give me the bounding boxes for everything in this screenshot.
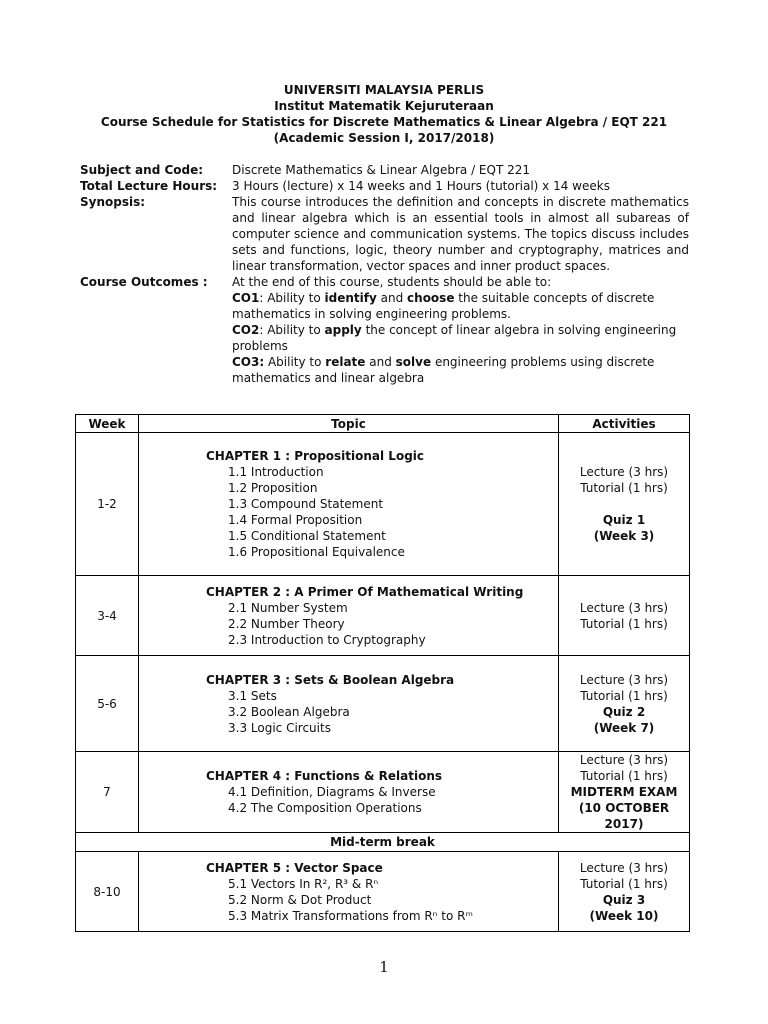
- outcomes-list: [232, 274, 689, 386]
- assessment-week: (Week 10): [589, 908, 659, 923]
- assessment-label: Quiz 2: [602, 704, 646, 719]
- hours-value: 3 Hours (lecture) x 14 weeks and 1 Hours (tutorial) x 14 weeks: [232, 179, 610, 193]
- co2-key: CO2: [232, 323, 260, 337]
- course-outcome-2: [232, 322, 689, 354]
- assessment-label: Quiz 1: [602, 513, 646, 527]
- synopsis-value: This course introduces the definition and concepts in discrete mathematics and linear algebra which is an essential tools in almost all subareas of computer science and communication systems. The topics discuss includes sets and functions, logic, theory number and cryptography, matrices and linear transformation, vector spaces and inner product spaces.: [232, 195, 689, 273]
- chapter-title: CHAPTER 5 : Vector Space: [206, 860, 383, 875]
- synopsis-label: Synopsis:: [80, 195, 146, 209]
- academic-session: (Academic Session I, 2017/2018): [273, 131, 495, 145]
- subtopic: 5.3 Matrix Transformations from Rⁿ to Rᵐ: [228, 908, 473, 923]
- co2-text-2: the concept of linear algebra in solving engineering problems: [232, 323, 677, 353]
- assessment-week: (Week 3): [593, 529, 655, 543]
- activities-header: Activities: [559, 415, 690, 433]
- subtopic: 5.1 Vectors In R², R³ & Rⁿ: [228, 876, 379, 891]
- week-cell: 3-4: [76, 576, 139, 656]
- week-cell: 8-10: [76, 852, 139, 932]
- course-info: [80, 162, 689, 386]
- chapter-title: CHAPTER 3 : Sets & Boolean Algebra: [206, 672, 455, 687]
- subtopic: 2.3 Introduction to Cryptography: [228, 632, 426, 647]
- subject-row: [80, 162, 689, 178]
- table-row: [76, 852, 690, 932]
- co2-verb-1: apply: [324, 323, 362, 337]
- schedule-table: [75, 414, 690, 932]
- co1-text-3: the suitable concepts of discrete mathematics in solving engineering problems.: [232, 291, 655, 321]
- assessment-week: (10 OCTOBER 2017): [578, 801, 670, 831]
- break-row: [76, 833, 690, 852]
- co2-text-1: : Ability to: [259, 323, 325, 337]
- hours-label: Total Lecture Hours:: [80, 179, 218, 193]
- week-cell: 1-2: [76, 433, 139, 576]
- co3-verb-2: solve: [395, 355, 432, 369]
- subject-label: Subject and Code:: [80, 163, 204, 177]
- co1-key: CO1: [232, 291, 260, 305]
- assessment-label: Quiz 3: [602, 892, 646, 907]
- institute-name: Institut Matematik Kejuruteraan: [274, 99, 494, 113]
- course-outcome-3: [232, 354, 689, 386]
- lecture-hours: Lecture (3 hrs): [579, 465, 669, 479]
- subtopic: 1.3 Compound Statement: [228, 497, 384, 511]
- subtopic: 4.1 Definition, Diagrams & Inverse: [228, 785, 436, 799]
- lecture-hours: Lecture (3 hrs): [579, 860, 669, 875]
- co3-text-3: engineering problems using discrete mathematics and linear algebra: [232, 355, 655, 385]
- co1-text-2: and: [376, 291, 408, 305]
- subtopic: 2.2 Number Theory: [228, 616, 345, 631]
- activities-cell: [559, 752, 690, 833]
- activities-cell: [559, 852, 690, 932]
- assessment-week: (Week 7): [593, 720, 655, 735]
- co3-verb-1: relate: [325, 355, 366, 369]
- course-outcome-1: [232, 290, 689, 322]
- subtopic: 1.2 Proposition: [228, 481, 318, 495]
- outcomes-row: [80, 274, 689, 386]
- week-cell: 5-6: [76, 656, 139, 752]
- tutorial-hours: Tutorial (1 hrs): [580, 616, 668, 631]
- subtopic: 1.4 Formal Proposition: [228, 513, 363, 527]
- chapter-title: CHAPTER 2 : A Primer Of Mathematical Writing: [206, 584, 524, 599]
- subtopic: 3.1 Sets: [228, 688, 277, 703]
- synopsis-row: [80, 194, 689, 274]
- outcomes-intro: At the end of this course, students should be able to:: [232, 275, 552, 289]
- co1-verb-2: choose: [407, 291, 455, 305]
- topic-cell: [139, 576, 559, 656]
- topic-cell: [139, 433, 559, 576]
- schedule-title: Course Schedule for Statistics for Discrete Mathematics & Linear Algebra / EQT 221: [100, 115, 668, 129]
- topic-header: Topic: [139, 415, 559, 433]
- document-header: [0, 82, 768, 146]
- co1-text-1: : Ability to: [259, 291, 325, 305]
- page-number: 1: [379, 958, 389, 976]
- co3-text-1: Ability to: [264, 355, 326, 369]
- subtopic: 3.2 Boolean Algebra: [228, 704, 350, 719]
- assessment-label: MIDTERM EXAM: [570, 785, 678, 799]
- table-row: [76, 576, 690, 656]
- activities-cell: [559, 576, 690, 656]
- tutorial-hours: Tutorial (1 hrs): [580, 481, 668, 495]
- week-cell: 7: [76, 752, 139, 833]
- co1-verb-1: identify: [324, 291, 377, 305]
- subtopic: 2.1 Number System: [228, 600, 348, 615]
- chapter-title: CHAPTER 1 : Propositional Logic: [206, 449, 425, 463]
- week-header: Week: [76, 415, 139, 433]
- tutorial-hours: Tutorial (1 hrs): [580, 876, 668, 891]
- table-row: [76, 433, 690, 576]
- subtopic: 3.3 Logic Circuits: [228, 720, 331, 735]
- activities-cell: [559, 433, 690, 576]
- topic-cell: [139, 752, 559, 833]
- subtopic: 1.6 Propositional Equivalence: [228, 545, 405, 559]
- subtopic: 4.2 The Composition Operations: [228, 801, 422, 815]
- chapter-title: CHAPTER 4 : Functions & Relations: [206, 769, 443, 783]
- table-row: [76, 752, 690, 833]
- tutorial-hours: Tutorial (1 hrs): [580, 769, 668, 783]
- table-row: [76, 656, 690, 752]
- hours-row: [80, 178, 689, 194]
- activities-cell: [559, 656, 690, 752]
- table-header-row: [76, 415, 690, 433]
- subtopic: 5.2 Norm & Dot Product: [228, 892, 372, 907]
- university-name: UNIVERSITI MALAYSIA PERLIS: [283, 83, 485, 97]
- subtopic: 1.5 Conditional Statement: [228, 529, 386, 543]
- lecture-hours: Lecture (3 hrs): [579, 600, 669, 615]
- topic-cell: [139, 656, 559, 752]
- subject-value: Discrete Mathematics & Linear Algebra / EQT 221: [232, 163, 531, 177]
- midterm-break-label: Mid-term break: [76, 833, 690, 852]
- topic-cell: [139, 852, 559, 932]
- lecture-hours: Lecture (3 hrs): [579, 753, 669, 767]
- co3-text-2: and: [365, 355, 396, 369]
- co3-key: CO3:: [232, 355, 265, 369]
- lecture-hours: Lecture (3 hrs): [579, 672, 669, 687]
- tutorial-hours: Tutorial (1 hrs): [580, 688, 668, 703]
- outcomes-label: Course Outcomes :: [80, 275, 208, 289]
- subtopic: 1.1 Introduction: [228, 465, 324, 479]
